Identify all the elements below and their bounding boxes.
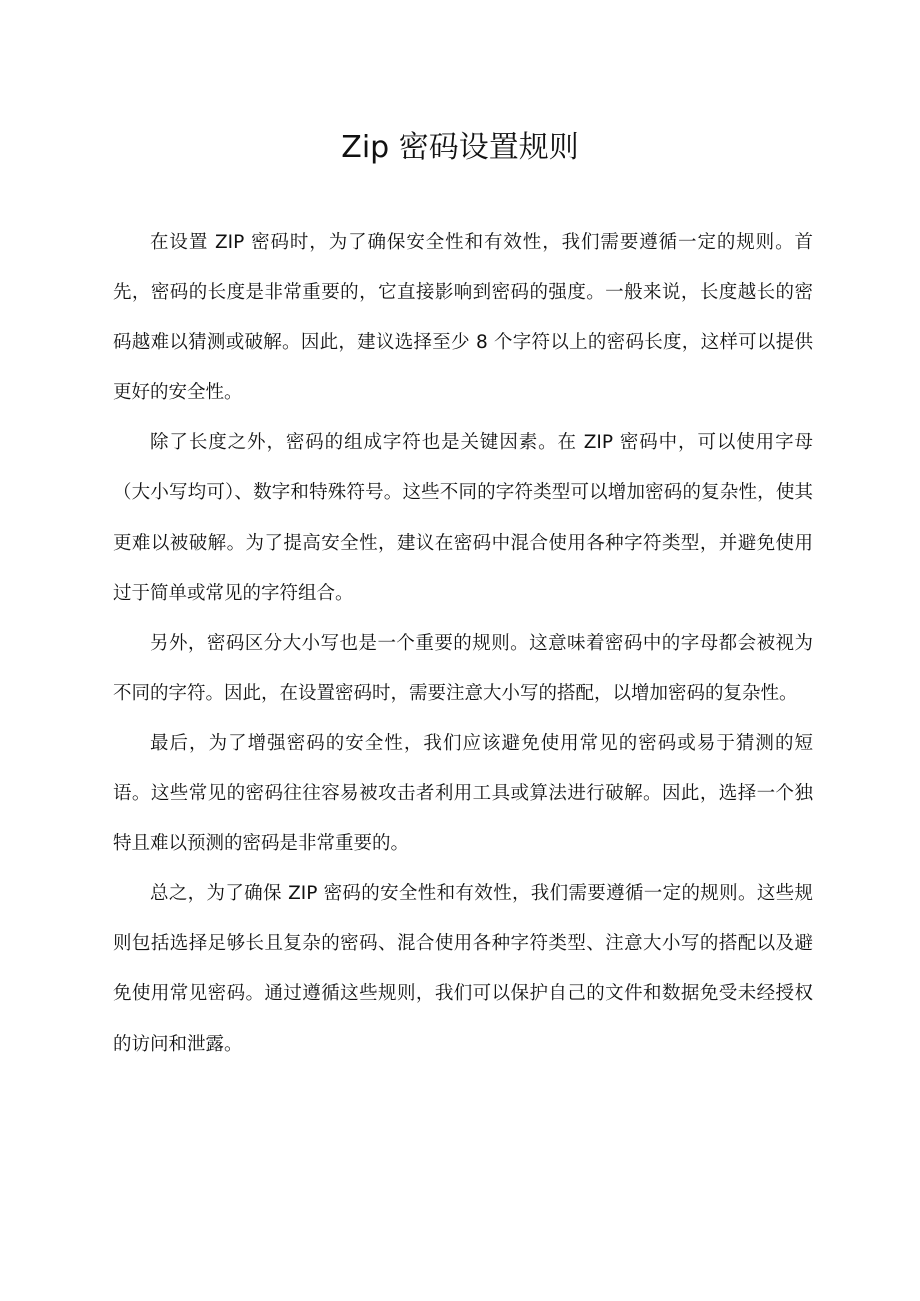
paragraph-avoid-common-passwords: 最后，为了增强密码的安全性，我们应该避免使用常见的密码或易于猜测的短语。这些常见的密码往往容易被攻击者利用工具或算法进行破解。因此，选择一个独特且难以预测的密码是非常重要的。 (113, 732, 813, 855)
paragraph-summary: 总之，为了确保 ZIP 密码的安全性和有效性，我们需要遵循一定的规则。这些规则包括选择足够长且复杂的密码、混合使用各种字符类型、注意大小写的搭配以及避免使用常见密码。通过遵循这些规则，我们可以保护自己的文件和数据免受未经授权的访问和泄露。 (113, 883, 813, 1055)
paragraph-character-types: 除了长度之外，密码的组成字符也是关键因素。在 ZIP 密码中，可以使用字母（大小写均可）、数字和特殊符号。这些不同的字符类型可以增加密码的复杂性，使其更难以被破解。为了提高安全性，建议在密码中混合使用各种字符类型，并避免使用过于简单或常见的字符组合。 (113, 432, 813, 604)
document-body (113, 218, 813, 1070)
paragraph-password-length: 在设置 ZIP 密码时，为了确保安全性和有效性，我们需要遵循一定的规则。首先，密码的长度是非常重要的，它直接影响到密码的强度。一般来说，长度越长的密码越难以猜测或破解。因此，建议选择至少 8 个字符以上的密码长度，这样可以提供更好的安全性。 (113, 232, 813, 404)
document-title: Zip 密码设置规则 (341, 130, 579, 165)
paragraph-case-sensitivity: 另外，密码区分大小写也是一个重要的规则。这意味着密码中的字母都会被视为不同的字符。因此，在设置密码时，需要注意大小写的搭配，以增加密码的复杂性。 (113, 632, 813, 704)
